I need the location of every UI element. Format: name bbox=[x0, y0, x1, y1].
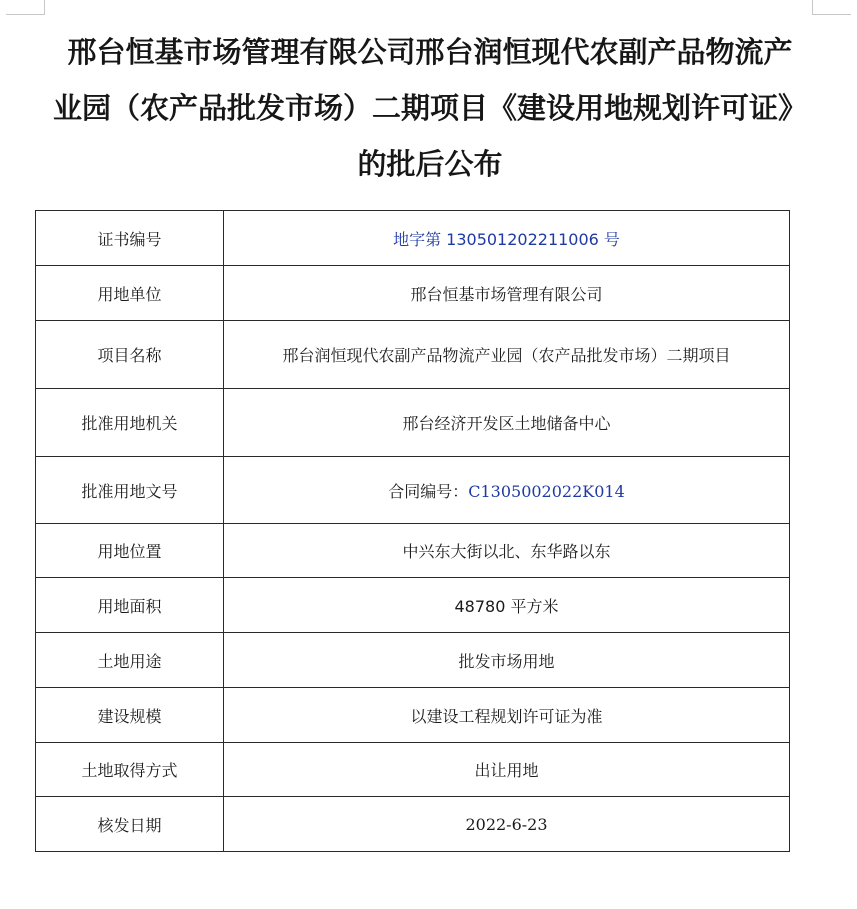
row-value bbox=[224, 797, 790, 852]
table-row-approving-authority bbox=[36, 389, 790, 457]
row-value: 中兴东大街以北、东华路以东 bbox=[224, 524, 790, 578]
row-label: 土地取得方式 bbox=[36, 743, 224, 797]
row-value: 批发市场用地 bbox=[224, 633, 790, 688]
contract-number-value: C1305002022K014 bbox=[468, 481, 625, 501]
page-corner-mark-left bbox=[6, 0, 45, 15]
row-label: 批准用地机关 bbox=[36, 389, 224, 457]
row-label: 土地用途 bbox=[36, 633, 224, 688]
title-line-1: 邢台恒基市场管理有限公司邢台润恒现代农副产品物流产 bbox=[67, 35, 793, 69]
row-value: 以建设工程规划许可证为准 bbox=[224, 688, 790, 743]
row-label: 核发日期 bbox=[36, 797, 224, 852]
table-row-project-name bbox=[36, 321, 790, 389]
row-label: 项目名称 bbox=[36, 321, 224, 389]
permit-info-table bbox=[35, 210, 790, 852]
table-row-approval-document bbox=[36, 457, 790, 524]
table-row-land-use bbox=[36, 633, 790, 688]
row-label: 建设规模 bbox=[36, 688, 224, 743]
row-label: 用地面积 bbox=[36, 578, 224, 633]
title-line-2: 业园（农产品批发市场）二期项目《建设用地规划许可证》 bbox=[52, 91, 807, 125]
row-value: 48780 平方米 bbox=[224, 578, 790, 633]
row-value bbox=[224, 211, 790, 266]
table-row-land-location bbox=[36, 524, 790, 578]
certificate-number-value: 地字第 130501202211006 号 bbox=[393, 229, 620, 249]
row-label: 证书编号 bbox=[36, 211, 224, 266]
contract-number-prefix: 合同编号： bbox=[388, 481, 469, 501]
row-label: 批准用地文号 bbox=[36, 457, 224, 524]
row-label: 用地位置 bbox=[36, 524, 224, 578]
page-corner-mark-right bbox=[812, 0, 851, 15]
table-row-certificate-number bbox=[36, 211, 790, 266]
row-label: 用地单位 bbox=[36, 266, 224, 321]
row-value: 邢台恒基市场管理有限公司 bbox=[224, 266, 790, 321]
table-row-land-user bbox=[36, 266, 790, 321]
row-value: 出让用地 bbox=[224, 743, 790, 797]
title-line-3: 的批后公布 bbox=[357, 147, 503, 181]
document-title bbox=[30, 24, 830, 192]
issue-date-value: 2022-6-23 bbox=[465, 814, 548, 834]
table-row-issue-date bbox=[36, 797, 790, 852]
table-row-construction-scale bbox=[36, 688, 790, 743]
table-row-land-area bbox=[36, 578, 790, 633]
table-row-acquisition-method bbox=[36, 743, 790, 797]
row-value bbox=[224, 457, 790, 524]
row-value: 邢台经济开发区土地储备中心 bbox=[224, 389, 790, 457]
row-value: 邢台润恒现代农副产品物流产业园（农产品批发市场）二期项目 bbox=[224, 321, 790, 389]
